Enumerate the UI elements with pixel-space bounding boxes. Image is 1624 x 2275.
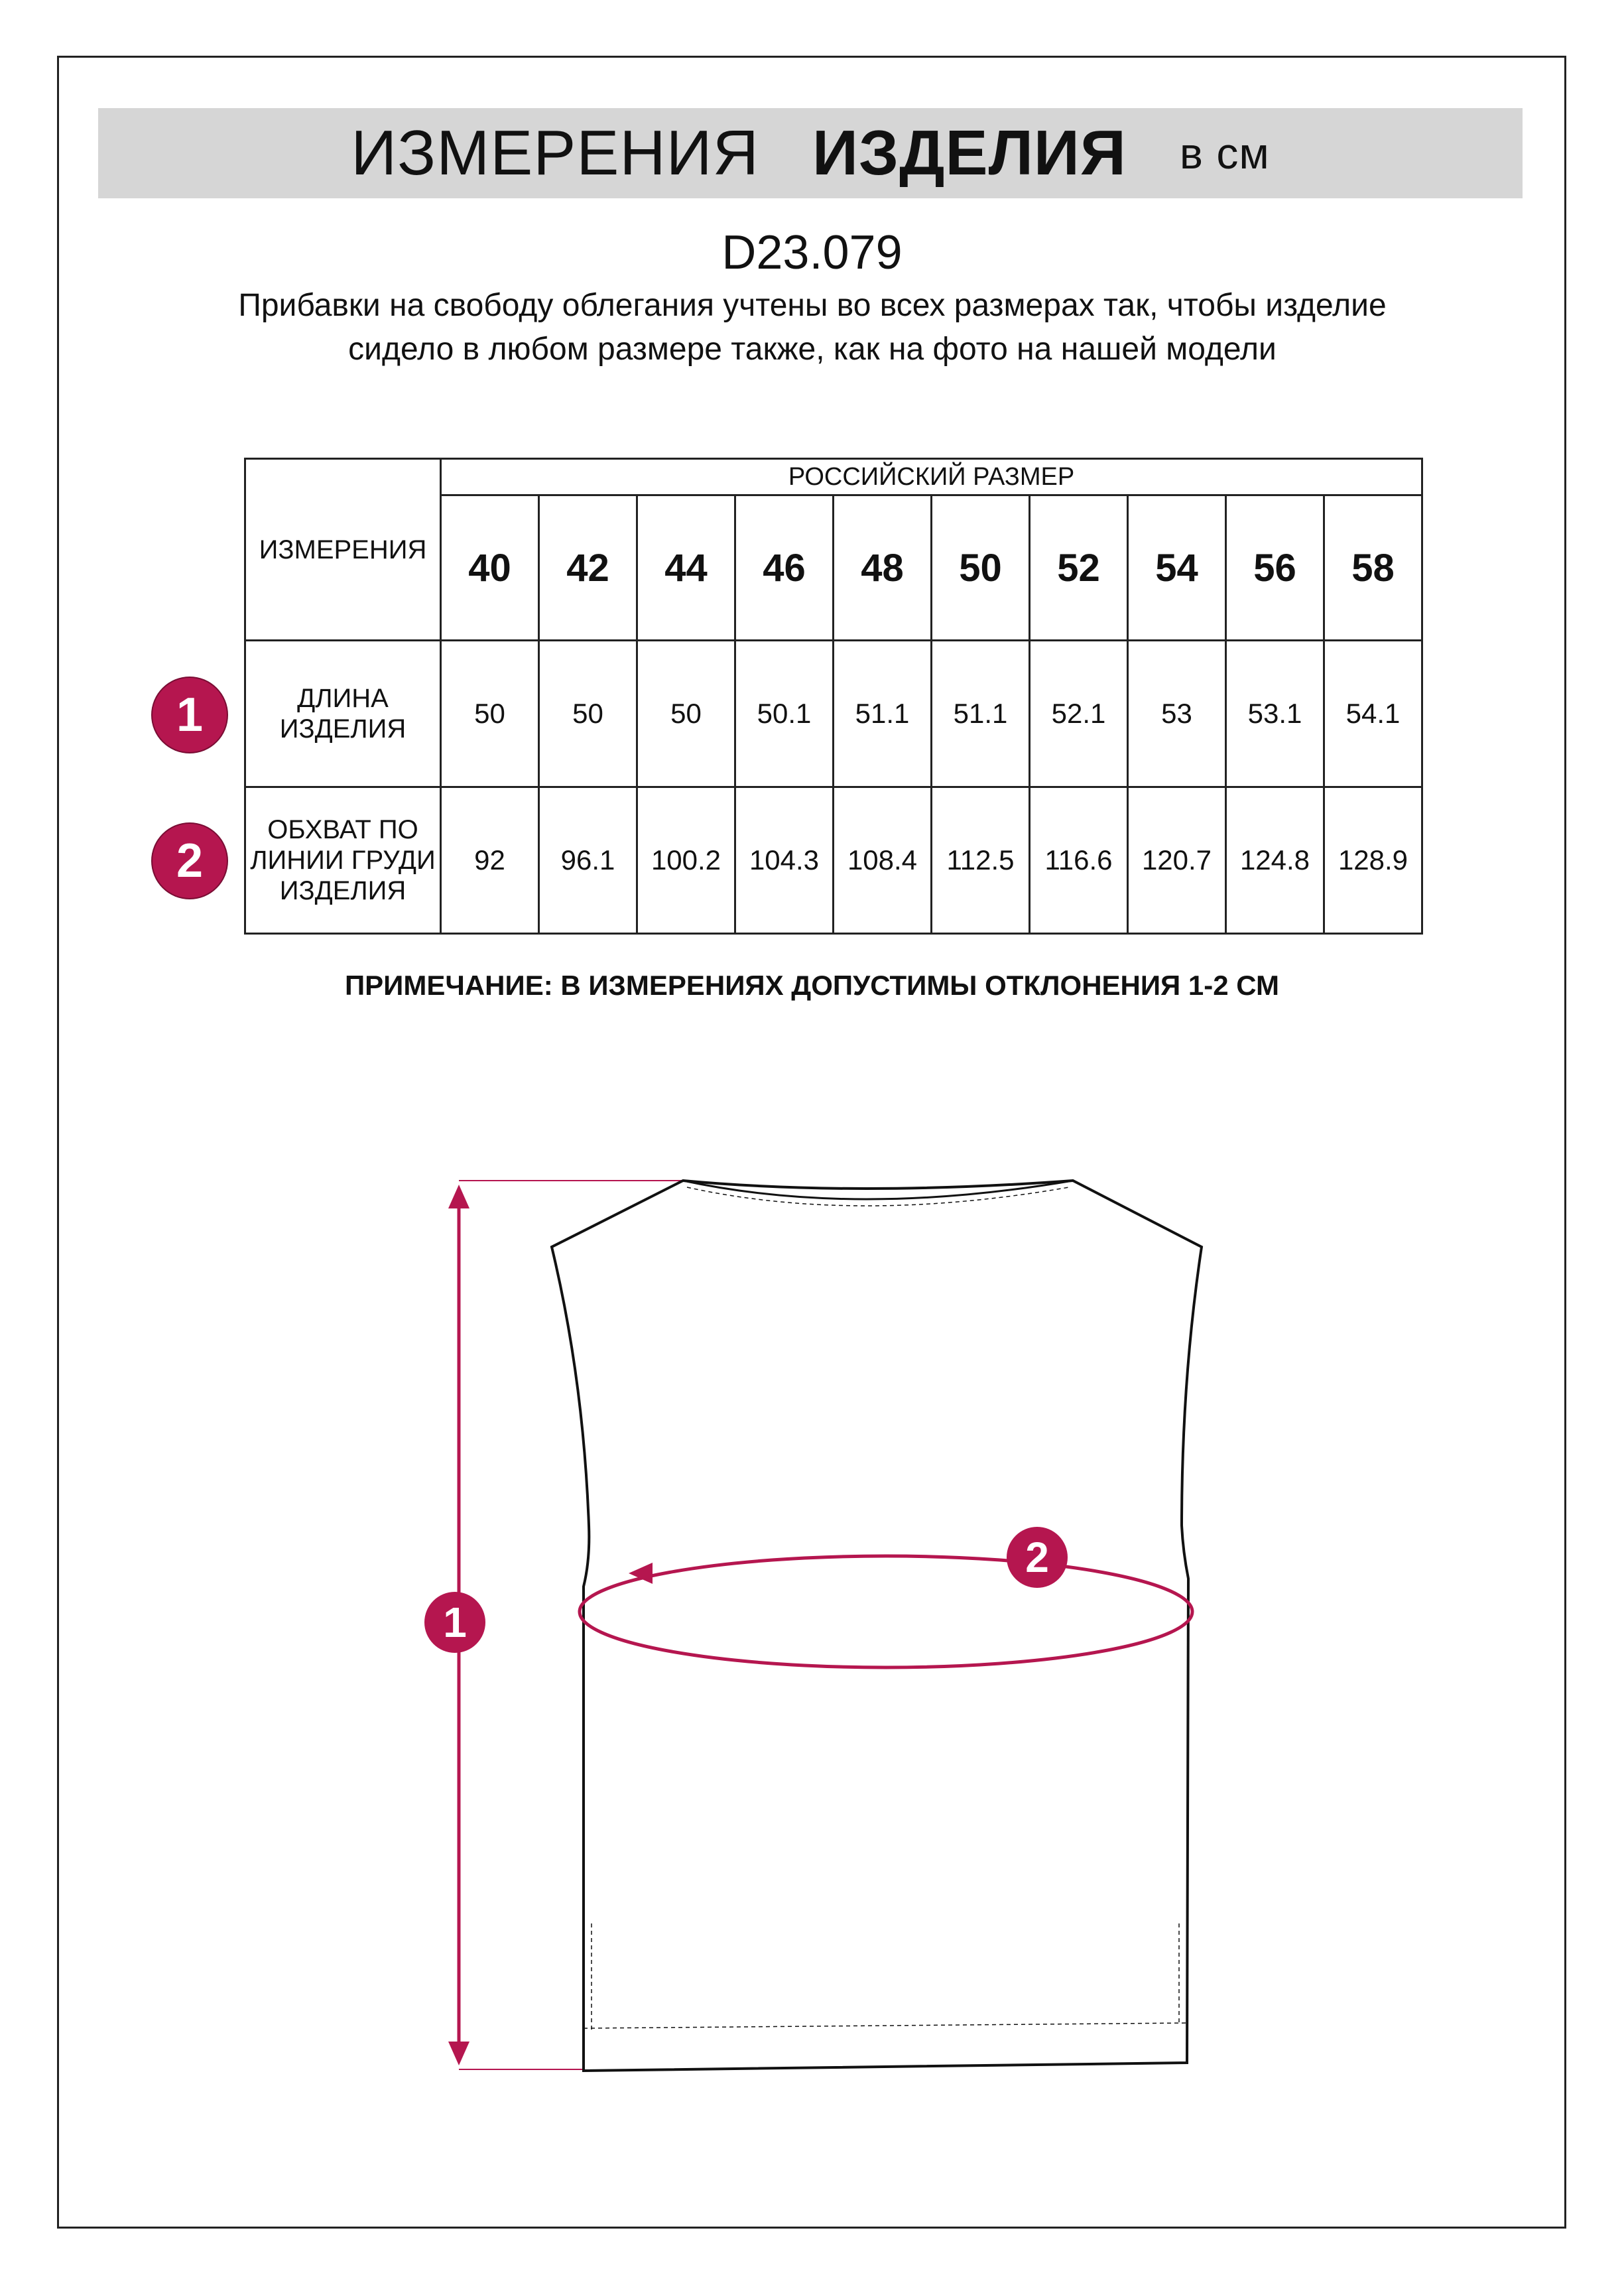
value-cell: 96.1	[539, 787, 637, 934]
title-unit: в см	[1179, 129, 1270, 178]
value-cell: 51.1	[932, 641, 1030, 787]
size-cell: 52	[1030, 495, 1128, 641]
value-cell: 120.7	[1128, 787, 1226, 934]
value-cell: 53.1	[1226, 641, 1324, 787]
value-cell: 51.1	[834, 641, 932, 787]
garment-outline	[552, 1181, 1202, 2071]
size-cell: 50	[932, 495, 1030, 641]
value-cell: 116.6	[1030, 787, 1128, 934]
size-cell: 56	[1226, 495, 1324, 641]
value-cell: 50.1	[735, 641, 834, 787]
size-cell: 58	[1324, 495, 1422, 641]
value-cell: 53	[1128, 641, 1226, 787]
value-cell: 50	[539, 641, 637, 787]
title-normal: ИЗМЕРЕНИЯ	[351, 117, 759, 188]
value-cell: 112.5	[932, 787, 1030, 934]
row-label: ОБХВАТ ПО ЛИНИИ ГРУДИ ИЗДЕЛИЯ	[245, 787, 441, 934]
size-cell: 46	[735, 495, 834, 641]
size-cell: 54	[1128, 495, 1226, 641]
arrow-head-down-icon	[448, 2042, 469, 2065]
chest-marker: 2	[1007, 1527, 1068, 1588]
value-cell: 128.9	[1324, 787, 1422, 934]
arrow-head-up-icon	[448, 1185, 469, 1208]
row-label: ДЛИНА ИЗДЕЛИЯ	[245, 641, 441, 787]
value-cell: 100.2	[637, 787, 735, 934]
intro-text: Прибавки на свободу облегания учтены во всех размерах так, чтобы изделие сидело в любом размере также, как на фото на нашей модели	[238, 288, 1387, 367]
value-cell: 52.1	[1030, 641, 1128, 787]
value-cell: 54.1	[1324, 641, 1422, 787]
size-cell: 48	[834, 495, 932, 641]
corner-label: ИЗМЕРЕНИЯ	[245, 459, 441, 641]
note-text: ПРИМЕЧАНИЕ: В ИЗМЕРЕНИЯХ ДОПУСТИМЫ ОТКЛОНЕНИЯ 1-2 СМ	[344, 970, 1280, 1001]
value-cell: 104.3	[735, 787, 834, 934]
row-number-badge: 2	[153, 824, 227, 898]
chest-ellipse	[580, 1556, 1192, 1667]
row-number-badge: 1	[153, 678, 227, 752]
value-cell: 92	[441, 787, 539, 934]
size-cell: 42	[539, 495, 637, 641]
value-cell: 124.8	[1226, 787, 1324, 934]
value-cell: 108.4	[834, 787, 932, 934]
value-cell: 50	[441, 641, 539, 787]
size-cell: 40	[441, 495, 539, 641]
group-label: РОССИЙСКИЙ РАЗМЕР	[441, 459, 1422, 495]
model-code: D23.079	[721, 226, 903, 279]
title-bold: ИЗДЕЛИЯ	[812, 117, 1127, 188]
value-cell: 50	[637, 641, 735, 787]
size-cell: 44	[637, 495, 735, 641]
hem-stitch	[584, 2023, 1187, 2028]
length-marker: 1	[424, 1592, 485, 1653]
